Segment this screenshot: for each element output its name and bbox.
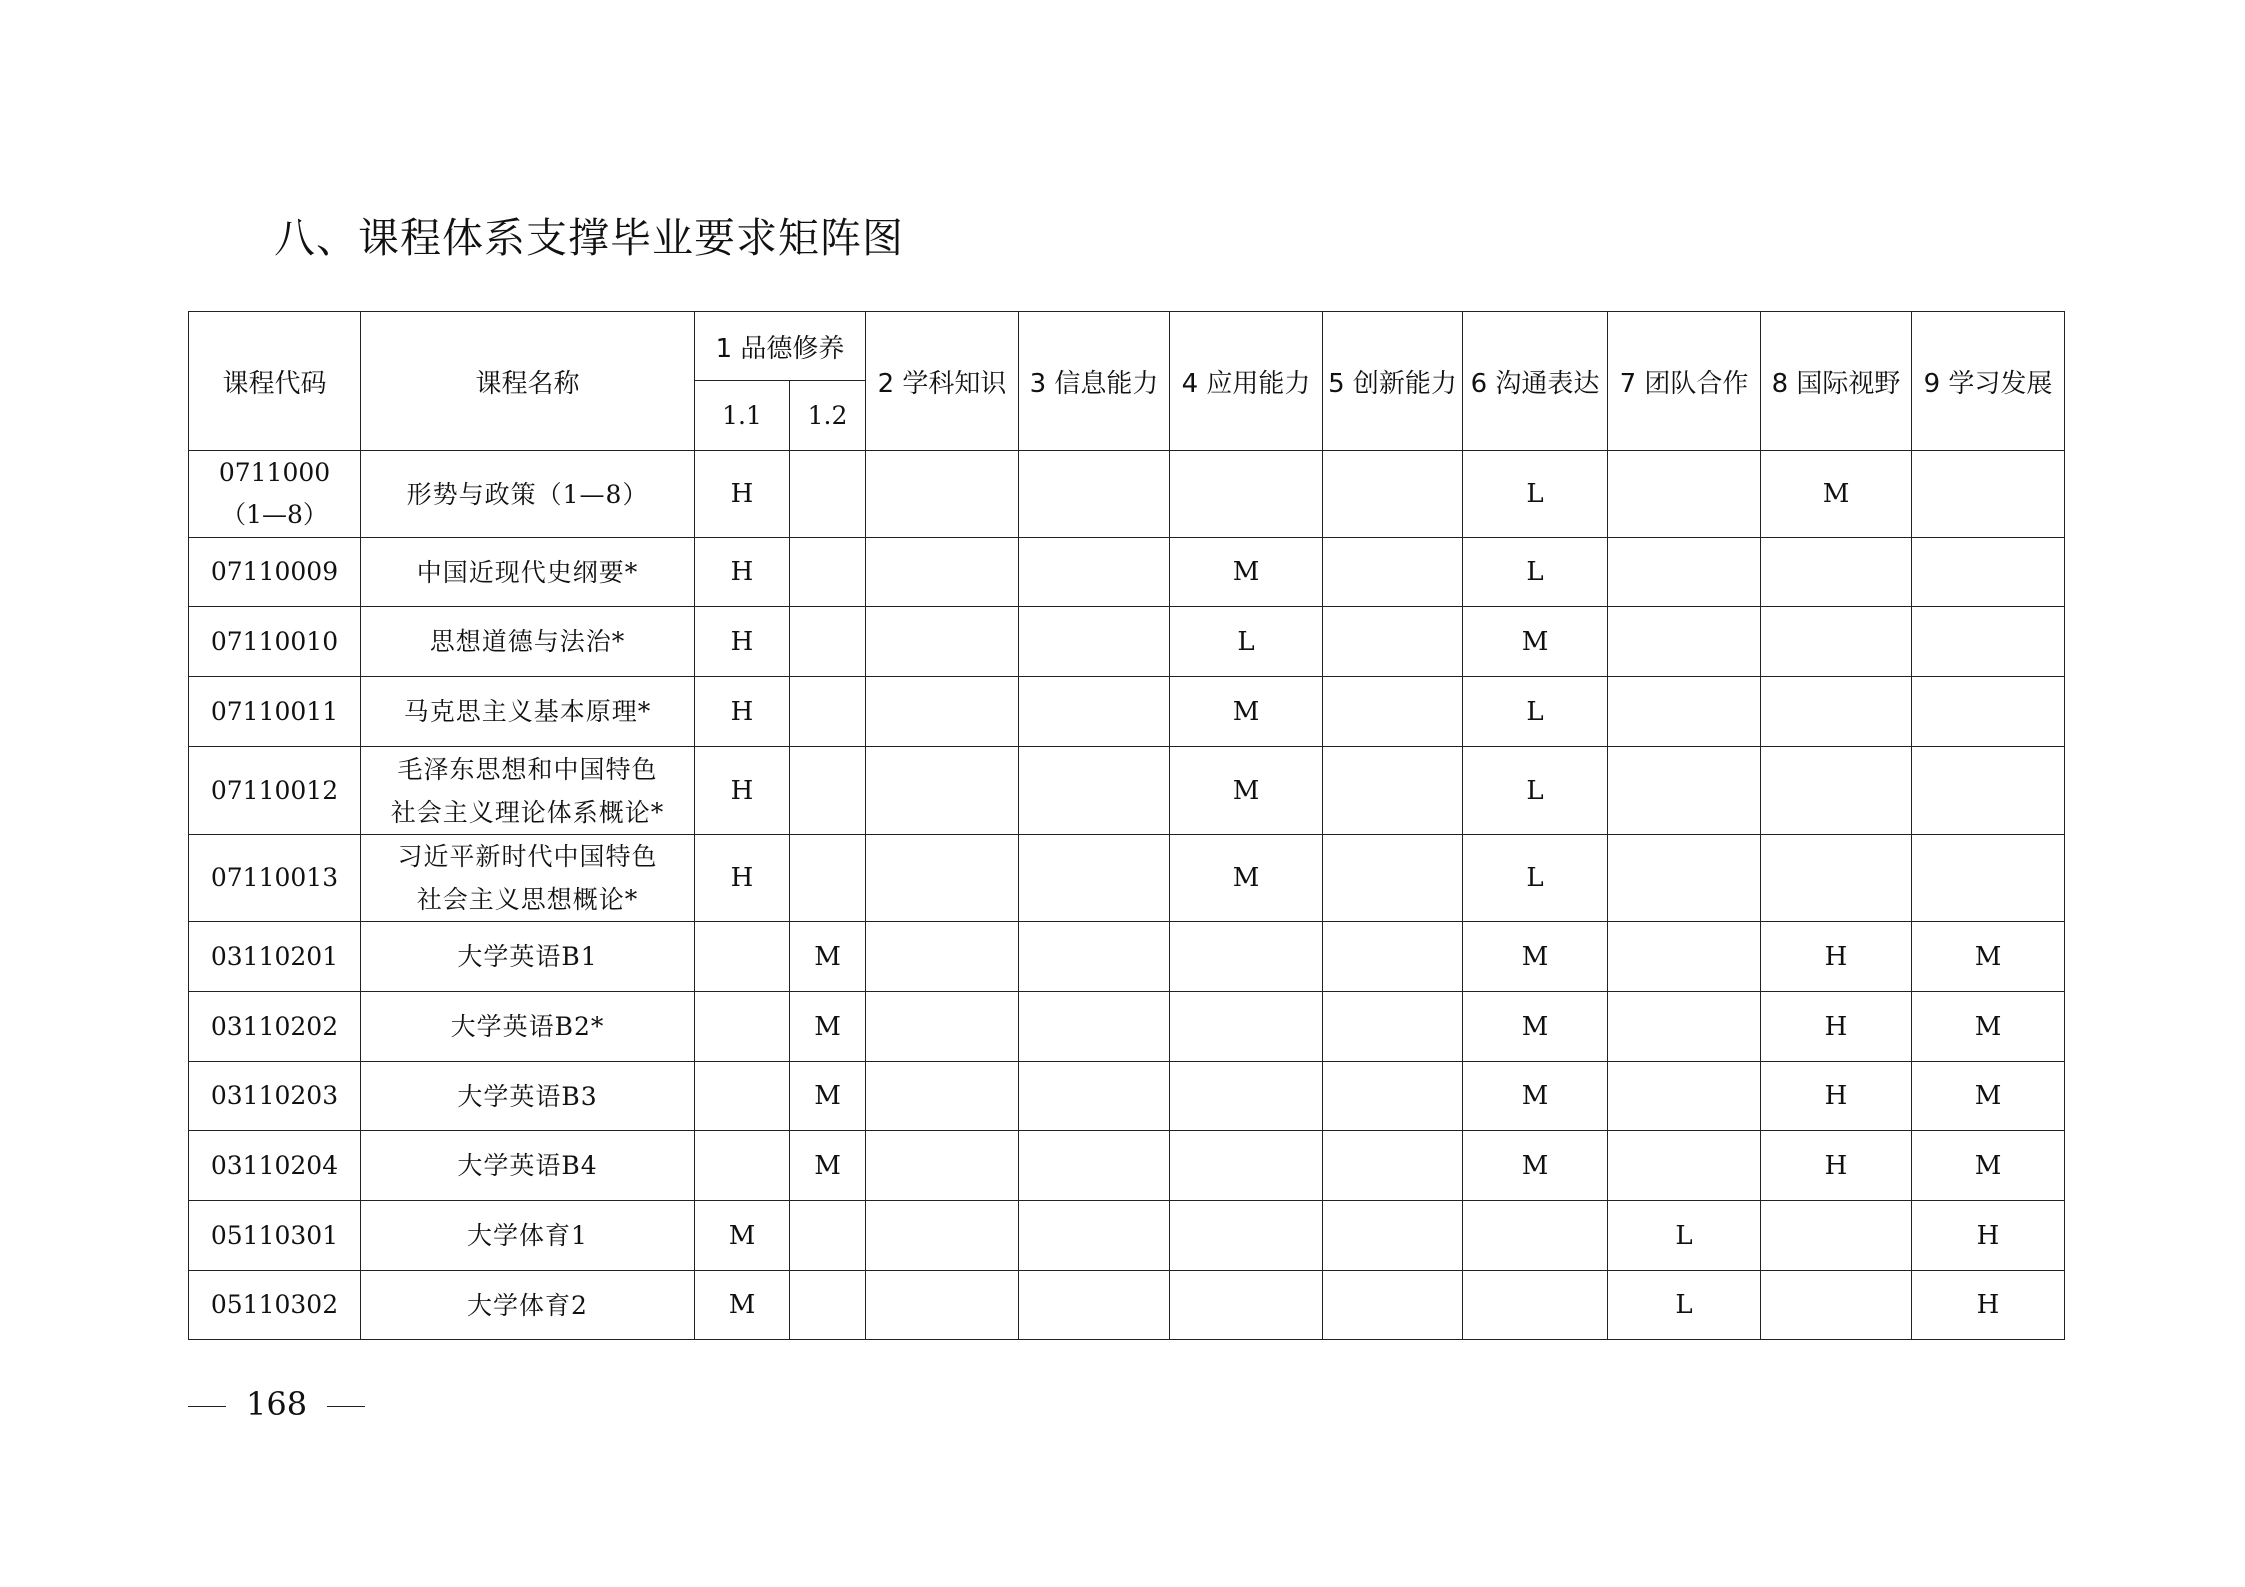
support-level-req-1-2 xyxy=(790,747,866,835)
course-name: 大学体育2 xyxy=(467,1290,588,1320)
support-level-req-3 xyxy=(1019,1271,1170,1340)
course-code-cell xyxy=(189,992,361,1062)
support-level-req-1-1: M xyxy=(695,1271,790,1340)
course-name: 大学体育1 xyxy=(467,1221,588,1250)
support-level-req-8: H xyxy=(1761,992,1912,1062)
support-level-req-6: M xyxy=(1463,922,1608,992)
support-level-req-1-1: H xyxy=(695,607,790,677)
course-name-cell xyxy=(361,1131,695,1201)
support-level-req-3 xyxy=(1019,538,1170,607)
support-level-req-5 xyxy=(1323,922,1463,992)
support-level-req-2 xyxy=(866,1131,1019,1201)
support-level-req-8: H xyxy=(1761,922,1912,992)
table-row xyxy=(189,1201,2065,1271)
support-level-req-4: M xyxy=(1170,677,1323,747)
support-level-req-9 xyxy=(1912,451,2065,538)
support-level-req-5 xyxy=(1323,1131,1463,1201)
support-level-req-6: L xyxy=(1463,835,1608,922)
course-name-cell xyxy=(361,677,695,747)
course-code: 05110302 xyxy=(210,1290,339,1319)
table-row xyxy=(189,992,2065,1062)
course-code-cell xyxy=(189,538,361,607)
support-level-req-1-2: M xyxy=(790,992,866,1062)
support-level-req-2 xyxy=(866,1201,1019,1271)
support-level-req-9: M xyxy=(1912,1131,2065,1201)
support-level-req-3 xyxy=(1019,1131,1170,1201)
course-name: 社会主义理论体系概论* xyxy=(390,797,665,827)
support-level-req-5 xyxy=(1323,607,1463,677)
table-row xyxy=(189,1131,2065,1201)
support-level-req-6 xyxy=(1463,1201,1608,1271)
course-name-cell xyxy=(361,747,695,835)
footer-dash-left xyxy=(188,1406,226,1407)
course-code-cell xyxy=(189,677,361,747)
support-level-req-3 xyxy=(1019,747,1170,835)
support-level-req-1-1: H xyxy=(695,451,790,538)
course-name-cell xyxy=(361,1062,695,1131)
support-level-req-8 xyxy=(1761,677,1912,747)
support-level-req-1-1 xyxy=(695,1062,790,1131)
support-level-req-1-1 xyxy=(695,992,790,1062)
page-number: 168 xyxy=(246,1385,308,1423)
support-level-req-8: H xyxy=(1761,1062,1912,1131)
course-code: 05110301 xyxy=(210,1220,339,1250)
header-application-ability: 4 应用能力 xyxy=(1170,312,1323,451)
support-level-req-8: M xyxy=(1761,451,1912,538)
support-level-req-3 xyxy=(1019,1201,1170,1271)
support-level-req-2 xyxy=(866,451,1019,538)
course-code-cell xyxy=(189,922,361,992)
support-level-req-1-1: H xyxy=(695,538,790,607)
support-level-req-2 xyxy=(866,747,1019,835)
course-code: 07110012 xyxy=(210,775,339,805)
course-code: 07110013 xyxy=(210,863,339,892)
course-name: 思想道德与法治* xyxy=(429,627,626,656)
course-code: 03110202 xyxy=(210,1011,339,1041)
support-level-req-6: M xyxy=(1463,992,1608,1062)
support-level-req-3 xyxy=(1019,607,1170,677)
support-level-req-4 xyxy=(1170,1131,1323,1201)
header-communication: 6 沟通表达 xyxy=(1463,312,1608,451)
support-level-req-4: M xyxy=(1170,538,1323,607)
course-name: 形势与政策（1—8） xyxy=(406,479,649,509)
support-level-req-7 xyxy=(1608,451,1761,538)
footer-dash-right xyxy=(327,1406,365,1407)
support-level-req-2 xyxy=(866,677,1019,747)
table-row xyxy=(189,451,2065,538)
support-level-req-5 xyxy=(1323,992,1463,1062)
support-level-req-2 xyxy=(866,1062,1019,1131)
support-level-req-7 xyxy=(1608,1131,1761,1201)
course-name: 大学英语B1 xyxy=(457,942,598,971)
support-level-req-1-2 xyxy=(790,677,866,747)
support-level-req-5 xyxy=(1323,835,1463,922)
support-level-req-2 xyxy=(866,992,1019,1062)
course-name: 大学英语B2* xyxy=(450,1012,605,1041)
course-name-cell xyxy=(361,538,695,607)
table-row xyxy=(189,1062,2065,1131)
course-code: 0711000 xyxy=(218,458,331,487)
support-level-req-2 xyxy=(866,922,1019,992)
support-level-req-1-1: H xyxy=(695,747,790,835)
course-code-cell xyxy=(189,451,361,538)
course-name: 马克思主义基本原理* xyxy=(403,697,652,726)
support-level-req-4 xyxy=(1170,1201,1323,1271)
support-level-req-6: L xyxy=(1463,538,1608,607)
course-name: 大学英语B4 xyxy=(457,1151,598,1180)
course-code: 07110010 xyxy=(210,626,339,656)
support-level-req-9 xyxy=(1912,677,2065,747)
table-row xyxy=(189,835,2065,922)
header-course-name: 课程名称 xyxy=(361,312,695,451)
support-level-req-1-2: M xyxy=(790,1062,866,1131)
support-level-req-9: M xyxy=(1912,922,2065,992)
support-level-req-7 xyxy=(1608,677,1761,747)
support-level-req-4 xyxy=(1170,992,1323,1062)
support-level-req-1-1: H xyxy=(695,835,790,922)
support-level-req-4 xyxy=(1170,451,1323,538)
support-level-req-8 xyxy=(1761,607,1912,677)
course-code: 03110201 xyxy=(210,941,339,971)
support-level-req-6: L xyxy=(1463,451,1608,538)
support-level-req-5 xyxy=(1323,1271,1463,1340)
support-level-req-4: M xyxy=(1170,747,1323,835)
support-level-req-1-2: M xyxy=(790,1131,866,1201)
support-level-req-1-2 xyxy=(790,451,866,538)
support-level-req-1-1 xyxy=(695,922,790,992)
header-teamwork: 7 团队合作 xyxy=(1608,312,1761,451)
table-row xyxy=(189,747,2065,835)
table-row xyxy=(189,538,2065,607)
course-name-cell xyxy=(361,1271,695,1340)
header-international-vision: 8 国际视野 xyxy=(1761,312,1912,451)
support-level-req-4: M xyxy=(1170,835,1323,922)
support-level-req-3 xyxy=(1019,677,1170,747)
support-level-req-8 xyxy=(1761,835,1912,922)
course-name: 社会主义思想概论* xyxy=(416,885,639,914)
support-level-req-5 xyxy=(1323,677,1463,747)
support-level-req-7 xyxy=(1608,992,1761,1062)
course-code: 07110009 xyxy=(210,557,339,586)
header-information-ability: 3 信息能力 xyxy=(1019,312,1170,451)
course-code: 03110204 xyxy=(210,1150,339,1180)
support-level-req-4: L xyxy=(1170,607,1323,677)
support-level-req-9: M xyxy=(1912,992,2065,1062)
course-code-cell xyxy=(189,1271,361,1340)
support-level-req-8 xyxy=(1761,1271,1912,1340)
course-name-cell xyxy=(361,1201,695,1271)
support-level-req-9 xyxy=(1912,538,2065,607)
page-title: 八、课程体系支撑毕业要求矩阵图 xyxy=(274,214,904,262)
support-level-req-9: M xyxy=(1912,1062,2065,1131)
support-level-req-8 xyxy=(1761,538,1912,607)
support-level-req-7 xyxy=(1608,1062,1761,1131)
header-course-code: 课程代码 xyxy=(189,312,361,451)
support-level-req-7 xyxy=(1608,835,1761,922)
support-level-req-9 xyxy=(1912,607,2065,677)
support-level-req-7 xyxy=(1608,922,1761,992)
support-level-req-5 xyxy=(1323,1201,1463,1271)
course-name: 大学英语B3 xyxy=(457,1081,598,1111)
support-level-req-1-2 xyxy=(790,607,866,677)
course-code-cell xyxy=(189,1062,361,1131)
support-level-req-7 xyxy=(1608,538,1761,607)
support-level-req-9 xyxy=(1912,747,2065,835)
support-level-req-1-1: M xyxy=(695,1201,790,1271)
support-level-req-8 xyxy=(1761,747,1912,835)
course-name-cell xyxy=(361,451,695,538)
support-level-req-1-1 xyxy=(695,1131,790,1201)
course-name-cell xyxy=(361,607,695,677)
support-level-req-1-2 xyxy=(790,1201,866,1271)
support-level-req-8 xyxy=(1761,1201,1912,1271)
course-code-cell xyxy=(189,1131,361,1201)
table-row xyxy=(189,922,2065,992)
header-subject-knowledge: 2 学科知识 xyxy=(866,312,1019,451)
support-level-req-3 xyxy=(1019,992,1170,1062)
support-level-req-6: M xyxy=(1463,607,1608,677)
support-level-req-4 xyxy=(1170,1062,1323,1131)
course-code-cell xyxy=(189,747,361,835)
support-level-req-5 xyxy=(1323,538,1463,607)
matrix-body xyxy=(189,451,2065,1340)
support-level-req-1-2 xyxy=(790,538,866,607)
support-level-req-3 xyxy=(1019,922,1170,992)
table-row xyxy=(189,607,2065,677)
page-footer xyxy=(188,1385,385,1423)
support-level-req-1-2: M xyxy=(790,922,866,992)
support-level-req-2 xyxy=(866,835,1019,922)
header-sub-1-1: 1.1 xyxy=(695,381,790,451)
support-level-req-3 xyxy=(1019,1062,1170,1131)
support-level-req-6: M xyxy=(1463,1062,1608,1131)
support-level-req-7 xyxy=(1608,747,1761,835)
course-code-cell xyxy=(189,835,361,922)
support-level-req-8: H xyxy=(1761,1131,1912,1201)
course-code: （1—8） xyxy=(221,500,328,529)
support-level-req-1-1: H xyxy=(695,677,790,747)
support-level-req-4 xyxy=(1170,1271,1323,1340)
header-moral-cultivation: 1 品德修养 xyxy=(695,312,866,381)
course-code-cell xyxy=(189,607,361,677)
support-level-req-7 xyxy=(1608,607,1761,677)
support-level-req-9: H xyxy=(1912,1271,2065,1340)
support-level-req-6: L xyxy=(1463,677,1608,747)
course-name-cell xyxy=(361,835,695,922)
course-name-cell xyxy=(361,922,695,992)
support-level-req-1-2 xyxy=(790,835,866,922)
header-innovation-ability: 5 创新能力 xyxy=(1323,312,1463,451)
support-level-req-5 xyxy=(1323,747,1463,835)
support-level-req-7: L xyxy=(1608,1271,1761,1340)
support-level-req-5 xyxy=(1323,451,1463,538)
support-level-req-2 xyxy=(866,538,1019,607)
support-level-req-3 xyxy=(1019,835,1170,922)
course-code: 03110203 xyxy=(210,1081,339,1110)
support-level-req-6: L xyxy=(1463,747,1608,835)
support-level-req-4 xyxy=(1170,922,1323,992)
support-level-req-5 xyxy=(1323,1062,1463,1131)
support-level-req-1-2 xyxy=(790,1271,866,1340)
header-sub-1-2: 1.2 xyxy=(790,381,866,451)
course-code-cell xyxy=(189,1201,361,1271)
header-learning-development: 9 学习发展 xyxy=(1912,312,2065,451)
course-code: 07110011 xyxy=(210,696,339,726)
support-level-req-9 xyxy=(1912,835,2065,922)
course-name-cell xyxy=(361,992,695,1062)
table-row xyxy=(189,677,2065,747)
support-level-req-2 xyxy=(866,607,1019,677)
support-level-req-3 xyxy=(1019,451,1170,538)
support-level-req-6 xyxy=(1463,1271,1608,1340)
support-level-req-9: H xyxy=(1912,1201,2065,1271)
table-row xyxy=(189,1271,2065,1340)
support-level-req-2 xyxy=(866,1271,1019,1340)
course-name: 中国近现代史纲要* xyxy=(416,557,639,587)
support-level-req-6: M xyxy=(1463,1131,1608,1201)
requirements-matrix-table xyxy=(188,311,2065,1340)
course-name: 习近平新时代中国特色 xyxy=(397,842,658,871)
course-name: 毛泽东思想和中国特色 xyxy=(397,754,658,784)
support-level-req-7: L xyxy=(1608,1201,1761,1271)
